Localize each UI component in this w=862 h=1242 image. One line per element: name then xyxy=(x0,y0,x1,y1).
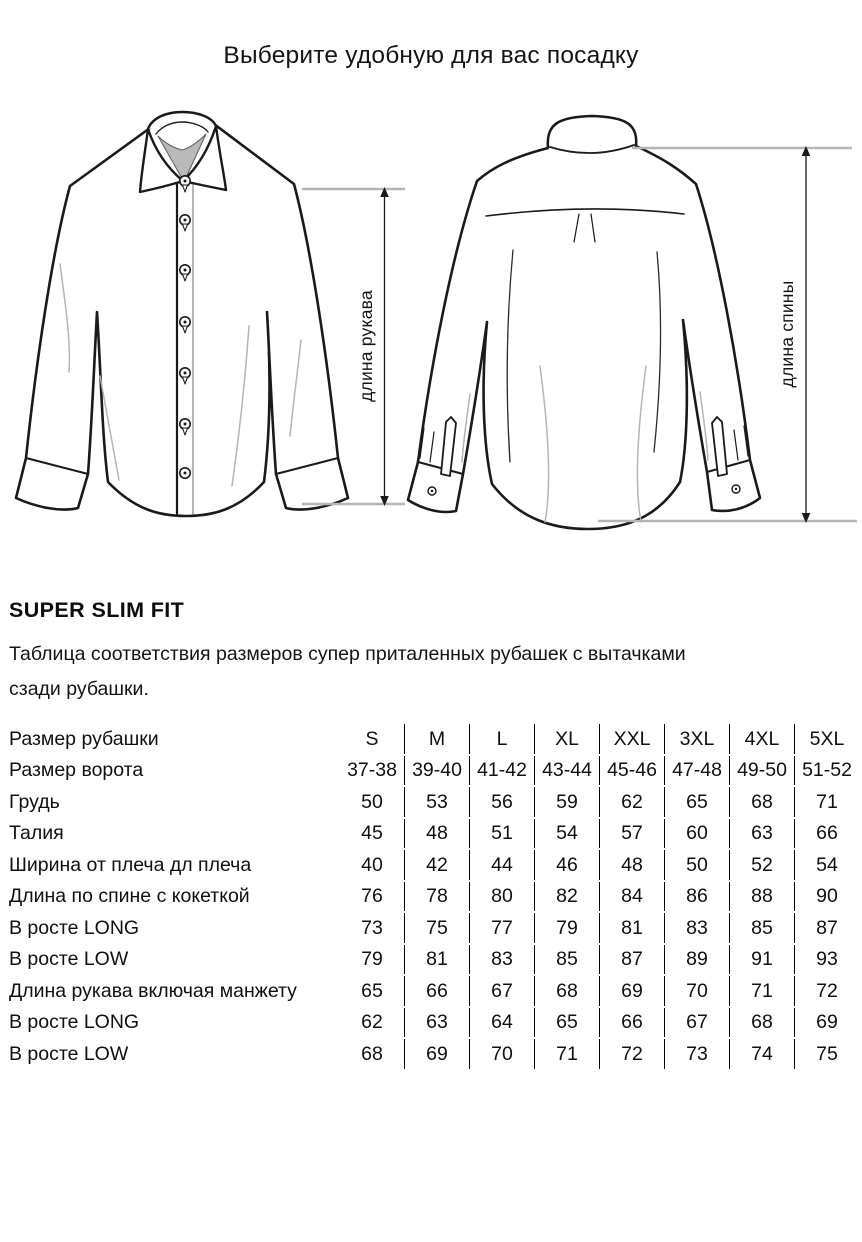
size-cell: 68 xyxy=(730,787,795,817)
size-cell: 63 xyxy=(405,1008,470,1038)
size-cell: 37-38 xyxy=(340,756,405,786)
table-row xyxy=(9,787,859,817)
table-row xyxy=(9,850,859,880)
size-cell: 3XL xyxy=(665,724,730,754)
row-label: Длина рукава включая манжету xyxy=(9,979,297,1002)
size-cell: 57 xyxy=(600,819,665,849)
size-cell: 5XL xyxy=(809,727,845,750)
size-cell: 83 xyxy=(470,945,535,975)
size-cell: 50 xyxy=(665,850,730,880)
table-row xyxy=(9,945,859,975)
size-cell: 68 xyxy=(340,1039,405,1069)
row-label: Ширина от плеча дл плеча xyxy=(9,853,252,876)
row-label: В росте LONG xyxy=(9,1011,140,1034)
size-cell: 64 xyxy=(470,1008,535,1038)
back-length-label: длина спины xyxy=(777,280,797,388)
size-cell: 82 xyxy=(535,882,600,912)
size-cell: 48 xyxy=(600,850,665,880)
size-cell: 49-50 xyxy=(730,756,795,786)
size-cell: 48 xyxy=(405,819,470,849)
row-label: Длина по спине с кокеткой xyxy=(9,885,250,908)
description-line: сзади рубашки. xyxy=(9,677,149,700)
shirt-back-drawing xyxy=(408,116,760,529)
size-cell: 54 xyxy=(535,819,600,849)
size-cell: 45-46 xyxy=(600,756,665,786)
size-cell: 78 xyxy=(405,882,470,912)
size-cell: 59 xyxy=(535,787,600,817)
row-label: Размер ворота xyxy=(9,759,144,782)
shirt-diagram xyxy=(0,84,862,564)
size-cell: 60 xyxy=(665,819,730,849)
size-cell: 75 xyxy=(816,1042,838,1065)
row-label: Размер рубашки xyxy=(9,727,159,750)
size-cell: 65 xyxy=(665,787,730,817)
size-cell: 69 xyxy=(816,1011,838,1034)
row-label: В росте LOW xyxy=(9,1042,129,1065)
size-cell: 84 xyxy=(600,882,665,912)
table-row xyxy=(9,882,859,912)
size-cell: 93 xyxy=(816,948,838,971)
size-cell: 46 xyxy=(535,850,600,880)
size-cell: 41-42 xyxy=(470,756,535,786)
size-cell: 83 xyxy=(665,913,730,943)
size-cell: 62 xyxy=(600,787,665,817)
size-cell: 71 xyxy=(535,1039,600,1069)
size-cell: 42 xyxy=(405,850,470,880)
section-description xyxy=(9,637,862,706)
size-cell: XXL xyxy=(600,724,665,754)
size-cell: 4XL xyxy=(730,724,795,754)
size-cell: M xyxy=(405,724,470,754)
table-row xyxy=(9,976,859,1006)
size-cell: 65 xyxy=(340,976,405,1006)
size-cell: 65 xyxy=(535,1008,600,1038)
size-cell: 73 xyxy=(665,1039,730,1069)
size-cell: 87 xyxy=(600,945,665,975)
size-cell: 51-52 xyxy=(802,759,852,782)
size-cell: 66 xyxy=(816,822,838,845)
size-cell: 74 xyxy=(730,1039,795,1069)
size-cell: 89 xyxy=(665,945,730,975)
row-label: В росте LOW xyxy=(9,948,129,971)
size-cell: 73 xyxy=(340,913,405,943)
size-cell: 87 xyxy=(816,916,838,939)
size-cell: 72 xyxy=(600,1039,665,1069)
size-cell: 40 xyxy=(340,850,405,880)
size-cell: 54 xyxy=(816,853,838,876)
size-cell: 71 xyxy=(730,976,795,1006)
size-cell: 70 xyxy=(665,976,730,1006)
size-cell: 79 xyxy=(535,913,600,943)
size-cell: 81 xyxy=(405,945,470,975)
size-cell: 62 xyxy=(340,1008,405,1038)
table-row xyxy=(9,1008,859,1038)
size-cell: 86 xyxy=(665,882,730,912)
section-heading: SUPER SLIM FIT xyxy=(9,598,185,622)
table-row xyxy=(9,819,859,849)
size-cell: 91 xyxy=(730,945,795,975)
size-guide-page xyxy=(0,42,862,1242)
size-cell: XL xyxy=(535,724,600,754)
size-cell: 63 xyxy=(730,819,795,849)
size-cell: 69 xyxy=(405,1039,470,1069)
table-row xyxy=(9,913,859,943)
size-cell: 66 xyxy=(405,976,470,1006)
size-cell: 90 xyxy=(816,885,838,908)
size-cell: 70 xyxy=(470,1039,535,1069)
size-cell: 85 xyxy=(535,945,600,975)
size-cell: 43-44 xyxy=(535,756,600,786)
size-cell: 68 xyxy=(730,1008,795,1038)
size-table-body xyxy=(9,724,859,1069)
size-cell: 50 xyxy=(340,787,405,817)
table-row xyxy=(9,724,859,754)
size-cell: 85 xyxy=(730,913,795,943)
size-cell: 76 xyxy=(340,882,405,912)
size-cell: 72 xyxy=(816,979,838,1002)
size-cell: 77 xyxy=(470,913,535,943)
size-cell: 88 xyxy=(730,882,795,912)
row-label: В росте LONG xyxy=(9,916,140,939)
size-cell: 79 xyxy=(340,945,405,975)
size-cell: 80 xyxy=(470,882,535,912)
size-cell: 53 xyxy=(405,787,470,817)
size-cell: 69 xyxy=(600,976,665,1006)
size-cell: 51 xyxy=(470,819,535,849)
table-row xyxy=(9,1039,859,1069)
size-cell: 47-48 xyxy=(665,756,730,786)
size-cell: 67 xyxy=(470,976,535,1006)
size-cell: 75 xyxy=(405,913,470,943)
table-row xyxy=(9,756,859,786)
size-cell: 52 xyxy=(730,850,795,880)
size-cell: 44 xyxy=(470,850,535,880)
description-line: Таблица соответствия размеров супер приталенных рубашек с вытачками xyxy=(9,643,686,665)
row-label: Талия xyxy=(9,822,64,845)
size-cell: 66 xyxy=(600,1008,665,1038)
size-cell: 45 xyxy=(340,819,405,849)
size-cell: 71 xyxy=(816,790,838,813)
size-cell: 56 xyxy=(470,787,535,817)
page-title: Выберите удобную для вас посадку xyxy=(223,42,639,69)
size-table xyxy=(9,722,859,1071)
size-cell: 39-40 xyxy=(405,756,470,786)
sleeve-length-label: длина рукава xyxy=(356,290,376,402)
row-label: Грудь xyxy=(9,790,60,813)
size-cell: 67 xyxy=(665,1008,730,1038)
size-cell: S xyxy=(340,724,405,754)
shirt-front-drawing xyxy=(16,112,348,516)
size-cell: L xyxy=(470,724,535,754)
size-cell: 68 xyxy=(535,976,600,1006)
size-cell: 81 xyxy=(600,913,665,943)
